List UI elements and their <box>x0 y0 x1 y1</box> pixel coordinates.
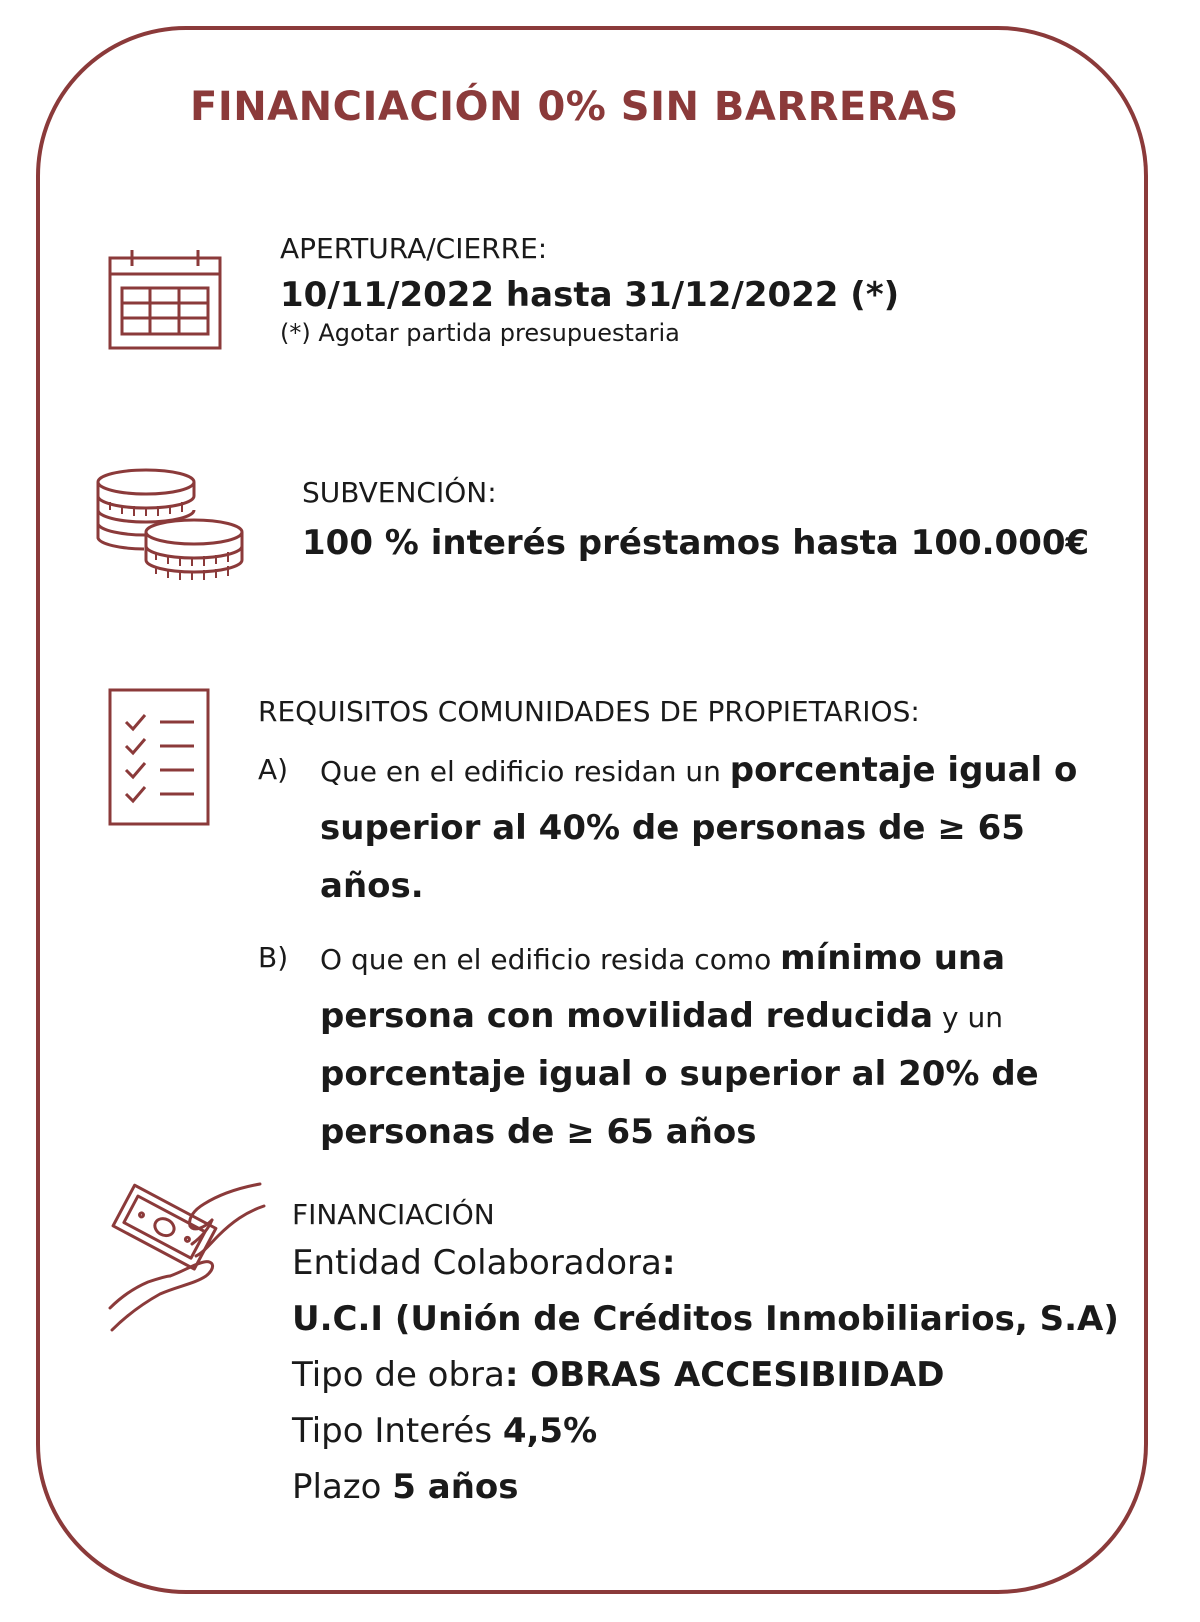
requisito-a-text <box>320 742 1138 916</box>
apertura-dates: 10/11/2022 hasta 31/12/2022 (*) <box>280 275 900 315</box>
interes-label: Tipo Interés <box>292 1411 503 1451</box>
apertura-note: (*) Agotar partida presupuestaria <box>280 319 680 347</box>
entidad-colon: : <box>661 1243 676 1283</box>
requisito-b-bold-2: porcentaje igual o superior al 20% de personas de ≥ 65 años <box>320 1054 1039 1152</box>
entidad-label: Entidad Colaboradora <box>292 1243 662 1283</box>
requisito-b-bold-1: mínimo una persona con movilidad reducida <box>320 938 1006 1036</box>
interes-value: 4,5% <box>502 1411 598 1451</box>
tipo-obra-line <box>292 1347 1119 1403</box>
plazo-line <box>292 1459 1119 1515</box>
calendar-icon <box>108 248 224 352</box>
tipo-obra-value: : OBRAS ACCESIBIIDAD <box>504 1355 945 1395</box>
money-hand-icon <box>108 1176 268 1332</box>
requisito-b-plain-2: y un <box>933 1001 1004 1034</box>
checklist-icon <box>108 688 212 828</box>
entidad-value-line <box>292 1291 1119 1347</box>
requisito-b <box>258 930 1138 1162</box>
plazo-value: 5 años <box>392 1467 519 1507</box>
requisito-b-plain-1: O que en el edificio resida como <box>320 943 781 976</box>
requisito-a-bold: porcentaje igual o superior al 40% de personas de ≥ 65 años. <box>320 750 1078 906</box>
requisito-a-plain: Que en el edificio residan un <box>320 755 730 788</box>
requisitos-label: REQUISITOS COMUNIDADES DE PROPIETARIOS: <box>258 695 920 728</box>
entidad-line <box>292 1235 1119 1291</box>
subvencion-section <box>302 476 1089 563</box>
subvencion-value: 100 % interés préstamos hasta 100.000€ <box>302 523 1090 563</box>
subvencion-label: SUBVENCIÓN: <box>302 476 497 509</box>
plazo-label: Plazo <box>292 1467 393 1507</box>
entidad-value: U.C.I (Unión de Créditos Inmobiliarios, S.A) <box>292 1299 1119 1339</box>
requisitos-section <box>258 695 1138 1162</box>
requisito-a-marker: A) <box>258 753 289 786</box>
tipo-obra-label: Tipo de obra <box>292 1355 505 1395</box>
interes-line <box>292 1403 1119 1459</box>
financiacion-label: FINANCIACIÓN <box>292 1198 495 1231</box>
requisito-a <box>258 742 1138 916</box>
requisito-b-marker: B) <box>258 941 289 974</box>
coins-icon <box>94 468 250 588</box>
apertura-label: APERTURA/CIERRE: <box>280 232 548 265</box>
requisito-b-text <box>320 930 1138 1162</box>
financiacion-section <box>292 1195 1119 1515</box>
page-title: FINANCIACIÓN 0% SIN BARRERAS <box>190 84 959 130</box>
apertura-section <box>280 232 899 347</box>
